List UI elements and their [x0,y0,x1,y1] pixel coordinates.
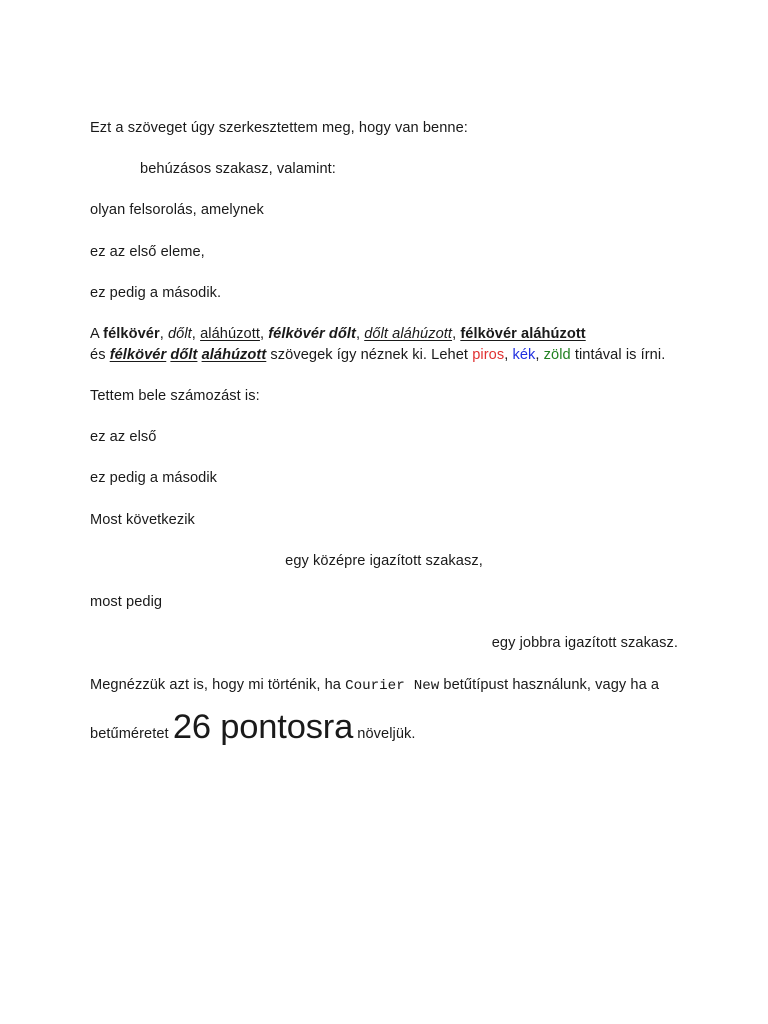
text-suffix: betűtípust használunk, vagy ha a [439,676,660,693]
paragraph-numbering-lead: Tettem bele számozást is: [90,388,260,405]
paragraph-now-then: most pedig [90,594,163,611]
size-sample-26pt: 26 pontosra [172,707,354,746]
text-prefix: Megnézzük azt is, hogy mi történik, ha [90,676,346,693]
paragraph-now-follows: Most következik [90,511,195,528]
paragraph-centered: egy középre igazított szakasz, [285,552,483,569]
mono-word-1: Courier [345,677,405,694]
paragraph-intro: Ezt a szöveget úgy szerkesztettem meg, hogy van benne: [90,120,468,136]
ink-sample-blue: kék [512,346,536,363]
separator: , [504,346,513,363]
ink-sample-red: piros [472,346,505,363]
list-item-2: ez pedig a második. [90,284,222,301]
paragraph-formatting-samples-line-2 [90,345,678,366]
text-middle: szövegek így néznek ki. Lehet [266,346,473,363]
document-text-column [90,118,678,744]
list-item-1: ez az első eleme, [90,243,205,260]
numbered-item-2: ez pedig a második [90,470,218,487]
ink-sample-green: zöld [543,346,571,363]
paragraph-courier-line [90,675,678,696]
text-prefix: betűméretet [90,725,173,742]
numbered-item-1: ez az első [90,429,157,446]
sample-italic: dőlt [167,326,192,343]
separator: , [191,326,201,343]
paragraph-indented: behúzásos szakasz, valamint: [140,161,336,178]
separator: , [159,326,168,343]
sample-underline: aláhúzott [200,326,260,343]
separator: , [259,326,269,343]
text-suffix: tintával is írni. [570,346,666,363]
sample-biu-word-3: aláhúzott [201,346,267,363]
text-prefix: és [90,346,110,363]
mono-word-2: New [413,677,440,694]
paragraph-right-aligned: egy jobbra igazított szakasz. [491,635,678,652]
paragraph-list-lead: olyan felsorolás, amelynek [90,202,264,219]
text-suffix: növeljük. [353,725,416,742]
sample-bold-italic-underline [110,347,267,363]
sample-biu-word-1: félkövér [109,346,167,363]
sample-italic-underline: dőlt aláhúzott [364,326,453,343]
sample-bold-italic: félkövér dőlt [268,326,356,343]
sample-bold: félkövér [103,326,160,343]
separator: , [452,326,461,343]
paragraph-size-line [90,707,678,746]
paragraph-formatting-samples-line-1 [90,324,678,345]
sample-biu-word-2: dőlt [170,346,198,363]
separator: , [535,346,544,363]
text-prefix: A [90,326,104,343]
font-sample-courier-new [345,678,439,694]
separator: , [355,326,365,343]
sample-bold-underline: félkövér aláhúzott [460,326,586,343]
